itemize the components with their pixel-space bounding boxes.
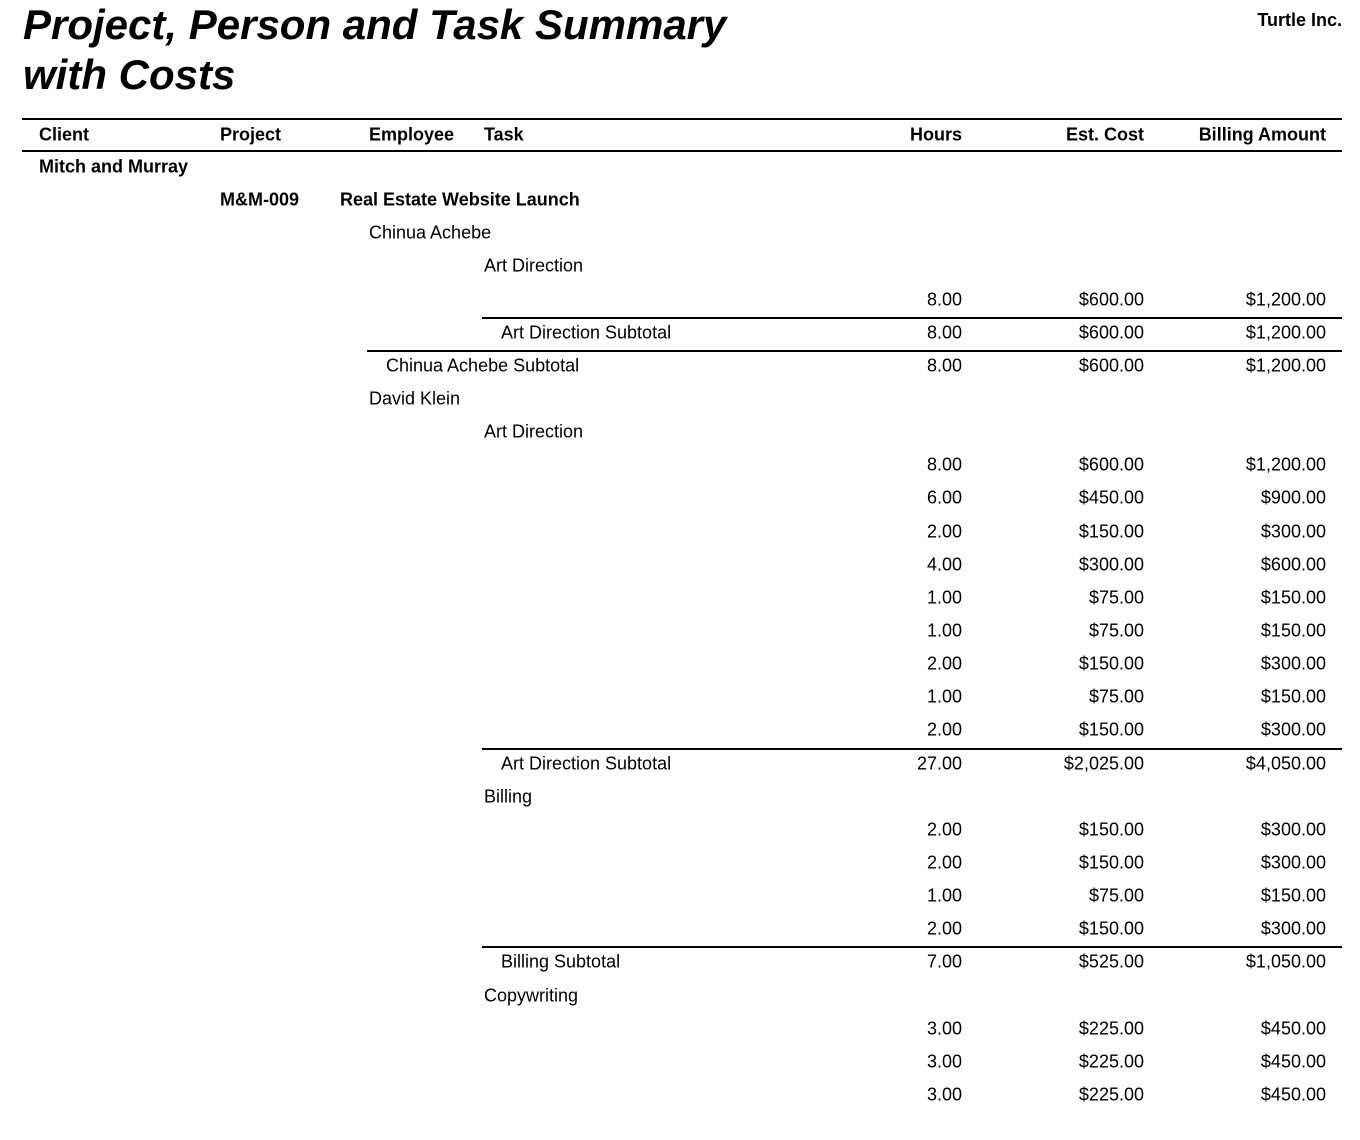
header-bottom-rule bbox=[22, 150, 1342, 152]
task-name: Copywriting bbox=[484, 985, 579, 1005]
entry-est-cost: $225.00 bbox=[1078, 1084, 1144, 1105]
employee-subtotal-billing-amount: $1,200.00 bbox=[1245, 355, 1326, 376]
entry-billing-amount: $300.00 bbox=[1260, 819, 1326, 840]
task-subtotal-est-cost: $2,025.00 bbox=[1063, 753, 1144, 773]
entry-hours: 2.00 bbox=[926, 653, 962, 674]
entry-billing-amount: $300.00 bbox=[1260, 521, 1326, 541]
entry-billing-amount: $150.00 bbox=[1260, 620, 1326, 641]
entry-hours: 8.00 bbox=[926, 289, 962, 310]
entry-hours: 2.00 bbox=[926, 521, 962, 541]
task-subtotal-label: Billing Subtotal bbox=[501, 951, 621, 972]
entry-billing-amount: $300.00 bbox=[1260, 918, 1326, 939]
entry-hours: 8.00 bbox=[926, 454, 962, 475]
employee-subtotal-label: Chinua Achebe Subtotal bbox=[386, 355, 580, 376]
employee-name: David Klein bbox=[369, 388, 461, 409]
task-subtotal-label: Art Direction Subtotal bbox=[501, 753, 672, 773]
entry-est-cost: $600.00 bbox=[1078, 289, 1144, 310]
entry-hours: 2.00 bbox=[926, 852, 962, 873]
entry-hours: 1.00 bbox=[926, 587, 962, 608]
entry-est-cost: $150.00 bbox=[1078, 521, 1144, 541]
entry-hours: 2.00 bbox=[926, 819, 962, 840]
employee-subtotal-rule bbox=[367, 350, 1342, 352]
employee-subtotal-hours: 8.00 bbox=[926, 355, 962, 376]
employee-name: Chinua Achebe bbox=[369, 222, 492, 243]
task-subtotal-rule bbox=[482, 946, 1342, 948]
entry-billing-amount: $900.00 bbox=[1260, 487, 1326, 508]
entry-est-cost: $300.00 bbox=[1078, 554, 1144, 575]
entry-billing-amount: $1,200.00 bbox=[1245, 454, 1326, 475]
task-subtotal-est-cost: $600.00 bbox=[1078, 322, 1144, 343]
entry-est-cost: $150.00 bbox=[1078, 852, 1144, 873]
entry-billing-amount: $300.00 bbox=[1260, 653, 1326, 674]
entry-billing-amount: $150.00 bbox=[1260, 885, 1326, 906]
col-header-hours: Hours bbox=[909, 124, 962, 145]
task-subtotal-hours: 8.00 bbox=[926, 322, 962, 343]
entry-est-cost: $75.00 bbox=[1088, 587, 1144, 608]
task-subtotal-est-cost: $525.00 bbox=[1078, 951, 1144, 972]
client-name: Mitch and Murray bbox=[39, 156, 189, 177]
col-header-project: Project bbox=[220, 124, 282, 145]
col-header-employee: Employee bbox=[369, 124, 455, 145]
entry-hours: 2.00 bbox=[926, 918, 962, 939]
entry-billing-amount: $300.00 bbox=[1260, 719, 1326, 740]
entry-est-cost: $225.00 bbox=[1078, 1018, 1144, 1039]
project-name: Real Estate Website Launch bbox=[340, 189, 580, 210]
entry-hours: 3.00 bbox=[926, 1018, 962, 1039]
report-title bbox=[23, 0, 923, 100]
entry-hours: 1.00 bbox=[926, 620, 962, 641]
col-header-task: Task bbox=[484, 124, 524, 145]
entry-hours: 2.00 bbox=[926, 719, 962, 740]
entry-hours: 1.00 bbox=[926, 686, 962, 707]
entry-billing-amount: $450.00 bbox=[1260, 1051, 1326, 1072]
entry-billing-amount: $600.00 bbox=[1260, 554, 1326, 575]
project-code: M&M-009 bbox=[220, 189, 300, 210]
report-title-line1: Project, Person and Task Summary bbox=[23, 1, 727, 48]
task-subtotal-label: Art Direction Subtotal bbox=[501, 322, 672, 343]
entry-est-cost: $75.00 bbox=[1088, 686, 1144, 707]
entry-billing-amount: $300.00 bbox=[1260, 852, 1326, 873]
col-header-billing-amount: Billing Amount bbox=[1198, 124, 1326, 145]
entry-billing-amount: $450.00 bbox=[1260, 1018, 1326, 1039]
entry-hours: 3.00 bbox=[926, 1084, 962, 1105]
report-title-line2: with Costs bbox=[23, 51, 236, 98]
entry-est-cost: $150.00 bbox=[1078, 819, 1144, 840]
task-name: Billing bbox=[484, 786, 533, 807]
entry-est-cost: $150.00 bbox=[1078, 653, 1144, 674]
task-subtotal-billing-amount: $4,050.00 bbox=[1245, 753, 1326, 773]
entry-hours: 3.00 bbox=[926, 1051, 962, 1072]
task-subtotal-billing-amount: $1,050.00 bbox=[1245, 951, 1326, 972]
task-subtotal-billing-amount: $1,200.00 bbox=[1245, 322, 1326, 343]
entry-est-cost: $150.00 bbox=[1078, 918, 1144, 939]
entry-billing-amount: $150.00 bbox=[1260, 686, 1326, 707]
task-name: Art Direction bbox=[484, 255, 584, 276]
task-subtotal-hours: 7.00 bbox=[926, 951, 962, 972]
task-subtotal-rule bbox=[482, 748, 1342, 750]
entry-est-cost: $600.00 bbox=[1078, 454, 1144, 475]
entry-hours: 6.00 bbox=[926, 487, 962, 508]
col-header-client: Client bbox=[39, 124, 90, 145]
task-subtotal-rule bbox=[482, 317, 1342, 319]
task-name: Art Direction bbox=[484, 421, 584, 442]
entry-est-cost: $225.00 bbox=[1078, 1051, 1144, 1072]
entry-hours: 1.00 bbox=[926, 885, 962, 906]
header-top-rule bbox=[22, 118, 1342, 120]
task-subtotal-hours: 27.00 bbox=[916, 753, 962, 773]
company-name: Turtle Inc. bbox=[1257, 10, 1342, 30]
entry-est-cost: $150.00 bbox=[1078, 719, 1144, 740]
entry-est-cost: $75.00 bbox=[1088, 620, 1144, 641]
entry-billing-amount: $150.00 bbox=[1260, 587, 1326, 608]
entry-est-cost: $75.00 bbox=[1088, 885, 1144, 906]
entry-est-cost: $450.00 bbox=[1078, 487, 1144, 508]
entry-billing-amount: $450.00 bbox=[1260, 1084, 1326, 1105]
entry-billing-amount: $1,200.00 bbox=[1245, 289, 1326, 310]
col-header-est-cost: Est. Cost bbox=[1065, 124, 1144, 145]
entry-hours: 4.00 bbox=[926, 554, 962, 575]
employee-subtotal-est-cost: $600.00 bbox=[1078, 355, 1144, 376]
